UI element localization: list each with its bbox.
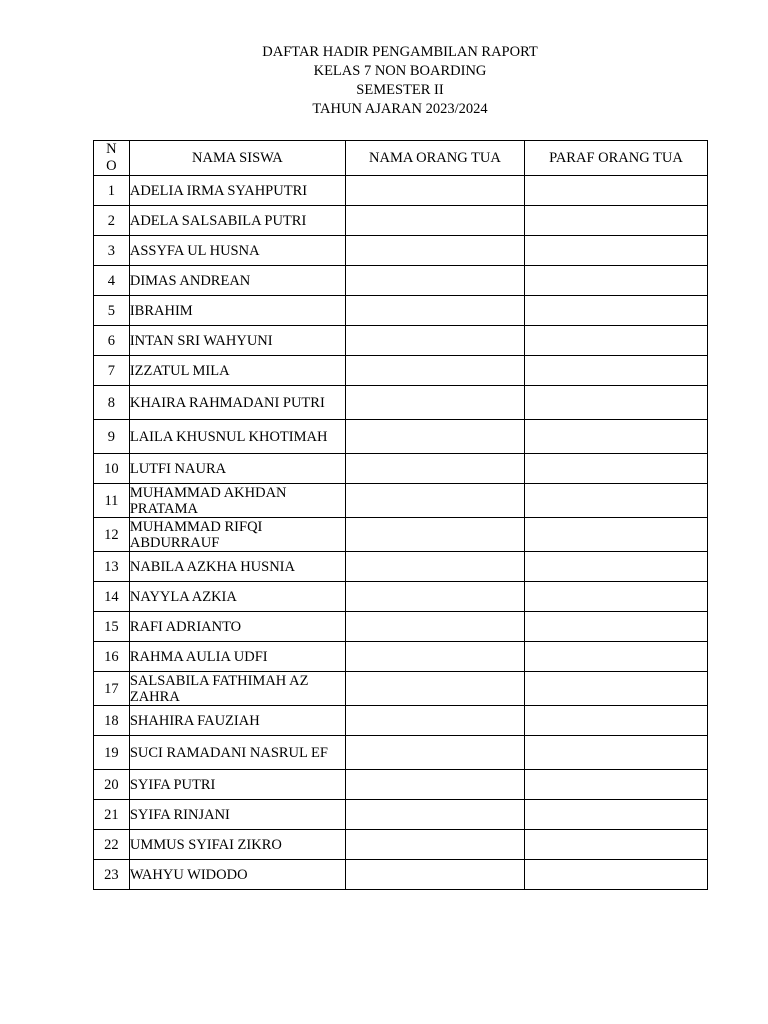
parent-signature-cell[interactable] <box>524 612 707 642</box>
student-name: DIMAS ANDREAN <box>129 266 345 296</box>
parent-name-cell[interactable] <box>345 296 524 326</box>
column-header-no-line2: O <box>106 158 117 174</box>
student-name: ADELA SALSABILA PUTRI <box>129 206 345 236</box>
parent-signature-cell[interactable] <box>524 736 707 770</box>
parent-signature-cell[interactable] <box>524 672 707 706</box>
student-name: LUTFI NAURA <box>129 454 345 484</box>
student-name: SALSABILA FATHIMAH AZ ZAHRA <box>129 672 345 706</box>
parent-name-cell[interactable] <box>345 736 524 770</box>
student-name: SYIFA PUTRI <box>129 770 345 800</box>
row-number: 17 <box>94 672 130 706</box>
parent-name-cell[interactable] <box>345 326 524 356</box>
parent-signature-cell[interactable] <box>524 830 707 860</box>
table-row <box>94 672 708 706</box>
column-header-parent-signature: PARAF ORANG TUA <box>524 141 707 176</box>
column-header-no <box>94 141 130 176</box>
parent-signature-cell[interactable] <box>524 484 707 518</box>
parent-name-cell[interactable] <box>345 266 524 296</box>
student-name: UMMUS SYIFAI ZIKRO <box>129 830 345 860</box>
student-name: LAILA KHUSNUL KHOTIMAH <box>129 420 345 454</box>
parent-name-cell[interactable] <box>345 552 524 582</box>
parent-signature-cell[interactable] <box>524 296 707 326</box>
student-name: RAHMA AULIA UDFI <box>129 642 345 672</box>
parent-signature-cell[interactable] <box>524 770 707 800</box>
parent-name-cell[interactable] <box>345 642 524 672</box>
parent-signature-cell[interactable] <box>524 266 707 296</box>
parent-signature-cell[interactable] <box>524 642 707 672</box>
parent-name-cell[interactable] <box>345 356 524 386</box>
table-row <box>94 420 708 454</box>
table-row <box>94 326 708 356</box>
table-row <box>94 266 708 296</box>
parent-name-cell[interactable] <box>345 706 524 736</box>
table-row <box>94 830 708 860</box>
parent-signature-cell[interactable] <box>524 356 707 386</box>
parent-name-cell[interactable] <box>345 800 524 830</box>
parent-name-cell[interactable] <box>345 770 524 800</box>
parent-signature-cell[interactable] <box>524 386 707 420</box>
table-row <box>94 612 708 642</box>
parent-signature-cell[interactable] <box>524 706 707 736</box>
student-name: MUHAMMAD RIFQI ABDURRAUF <box>129 518 345 552</box>
table-row <box>94 176 708 206</box>
row-number: 22 <box>94 830 130 860</box>
parent-signature-cell[interactable] <box>524 552 707 582</box>
row-number: 20 <box>94 770 130 800</box>
student-name: IBRAHIM <box>129 296 345 326</box>
row-number: 7 <box>94 356 130 386</box>
table-row <box>94 642 708 672</box>
row-number: 15 <box>94 612 130 642</box>
table-row <box>94 582 708 612</box>
student-name: INTAN SRI WAHYUNI <box>129 326 345 356</box>
student-name: ASSYFA UL HUSNA <box>129 236 345 266</box>
student-name: IZZATUL MILA <box>129 356 345 386</box>
row-number: 4 <box>94 266 130 296</box>
student-name: NABILA AZKHA HUSNIA <box>129 552 345 582</box>
document-header <box>0 43 768 119</box>
row-number: 12 <box>94 518 130 552</box>
student-name: SYIFA RINJANI <box>129 800 345 830</box>
table-row <box>94 770 708 800</box>
parent-name-cell[interactable] <box>345 386 524 420</box>
student-name: KHAIRA RAHMADANI PUTRI <box>129 386 345 420</box>
parent-name-cell[interactable] <box>345 518 524 552</box>
row-number: 5 <box>94 296 130 326</box>
row-number: 13 <box>94 552 130 582</box>
class-label: KELAS 7 NON BOARDING <box>313 63 487 79</box>
document-title: DAFTAR HADIR PENGAMBILAN RAPORT <box>262 44 538 60</box>
parent-name-cell[interactable] <box>345 454 524 484</box>
parent-signature-cell[interactable] <box>524 518 707 552</box>
table-row <box>94 484 708 518</box>
student-name: SUCI RAMADANI NASRUL EF <box>129 736 345 770</box>
table-row <box>94 206 708 236</box>
parent-name-cell[interactable] <box>345 830 524 860</box>
parent-name-cell[interactable] <box>345 420 524 454</box>
parent-signature-cell[interactable] <box>524 236 707 266</box>
row-number: 1 <box>94 176 130 206</box>
parent-signature-cell[interactable] <box>524 420 707 454</box>
row-number: 6 <box>94 326 130 356</box>
parent-signature-cell[interactable] <box>524 326 707 356</box>
table-row <box>94 386 708 420</box>
row-number: 2 <box>94 206 130 236</box>
student-name: MUHAMMAD AKHDAN PRATAMA <box>129 484 345 518</box>
row-number: 3 <box>94 236 130 266</box>
column-header-no-line1: N <box>106 141 117 157</box>
attendance-table <box>93 140 708 890</box>
table-row <box>94 518 708 552</box>
row-number: 14 <box>94 582 130 612</box>
table-row <box>94 356 708 386</box>
parent-name-cell[interactable] <box>345 484 524 518</box>
academic-year-label: TAHUN AJARAN 2023/2024 <box>312 101 488 117</box>
table-body <box>94 176 708 890</box>
table-row <box>94 860 708 890</box>
parent-name-cell[interactable] <box>345 176 524 206</box>
student-name: NAYYLA AZKIA <box>129 582 345 612</box>
column-header-student-name: NAMA SISWA <box>129 141 345 176</box>
parent-name-cell[interactable] <box>345 582 524 612</box>
student-name: WAHYU WIDODO <box>129 860 345 890</box>
table-header-row <box>94 141 708 176</box>
row-number: 16 <box>94 642 130 672</box>
table-row <box>94 454 708 484</box>
row-number: 18 <box>94 706 130 736</box>
parent-name-cell[interactable] <box>345 860 524 890</box>
row-number: 23 <box>94 860 130 890</box>
parent-name-cell[interactable] <box>345 672 524 706</box>
table-row <box>94 296 708 326</box>
table-row <box>94 706 708 736</box>
row-number: 10 <box>94 454 130 484</box>
parent-signature-cell[interactable] <box>524 176 707 206</box>
parent-signature-cell[interactable] <box>524 860 707 890</box>
student-name: ADELIA IRMA SYAHPUTRI <box>129 176 345 206</box>
column-header-parent-name: NAMA ORANG TUA <box>345 141 524 176</box>
parent-name-cell[interactable] <box>345 612 524 642</box>
parent-signature-cell[interactable] <box>524 800 707 830</box>
row-number: 11 <box>94 484 130 518</box>
parent-signature-cell[interactable] <box>524 206 707 236</box>
semester-label: SEMESTER II <box>356 82 444 98</box>
parent-name-cell[interactable] <box>345 236 524 266</box>
table-row <box>94 236 708 266</box>
row-number: 19 <box>94 736 130 770</box>
parent-signature-cell[interactable] <box>524 454 707 484</box>
student-name: RAFI ADRIANTO <box>129 612 345 642</box>
table-row <box>94 552 708 582</box>
table-row <box>94 800 708 830</box>
table-row <box>94 736 708 770</box>
row-number: 21 <box>94 800 130 830</box>
student-name: SHAHIRA FAUZIAH <box>129 706 345 736</box>
parent-name-cell[interactable] <box>345 206 524 236</box>
row-number: 8 <box>94 386 130 420</box>
parent-signature-cell[interactable] <box>524 582 707 612</box>
row-number: 9 <box>94 420 130 454</box>
